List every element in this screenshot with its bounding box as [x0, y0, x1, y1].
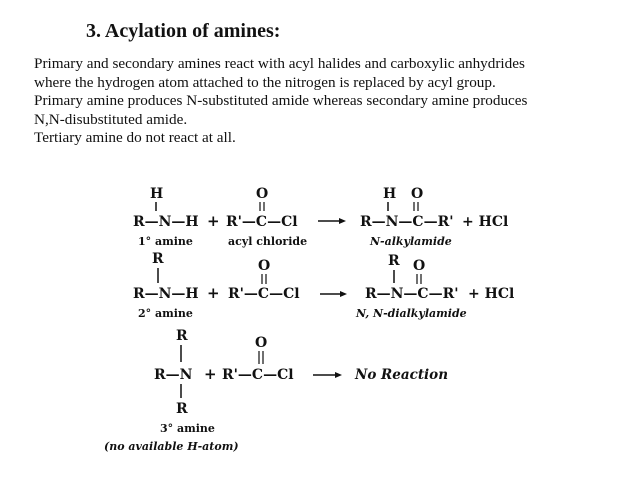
carbonyl-oxygen: O	[258, 258, 271, 274]
reactant-r-group: R	[152, 251, 164, 267]
reaction-2	[133, 251, 514, 320]
reaction-arrowhead	[339, 218, 346, 224]
paragraph-line: N,N-disubstituted amide.	[34, 110, 188, 128]
paragraph-line: Tertiary amine do not react at all.	[34, 129, 236, 147]
reactant-r-group-top: R	[176, 328, 188, 344]
reactant-h-atom: H	[150, 186, 164, 202]
reactant-label: 1° amine	[138, 235, 193, 248]
slide-title: 3. Acylation of amines:	[86, 20, 281, 42]
plus-sign: +	[204, 365, 217, 383]
paragraph-line: where the hydrogen atom attached to the nitrogen is replaced by acyl group.	[34, 73, 496, 91]
product-carbonyl-oxygen: O	[413, 258, 426, 274]
product-h-atom: H	[383, 186, 397, 202]
reaction-3	[104, 328, 448, 453]
carbonyl-oxygen: O	[256, 186, 269, 202]
reagent-formula: R'—C—Cl	[228, 286, 300, 302]
byproduct: + HCl	[468, 286, 515, 302]
product-label: N-alkylamide	[370, 235, 452, 248]
reactant-formula: R—N	[154, 367, 193, 383]
product-r-group: R	[388, 253, 400, 269]
product-carbonyl-oxygen: O	[411, 186, 424, 202]
reactant-formula: R—N—H	[133, 214, 199, 230]
no-reaction-label: No Reaction	[355, 367, 449, 383]
plus-sign: +	[207, 212, 220, 230]
reagent-formula: R'—C—Cl	[226, 214, 298, 230]
reactant-r-group-bottom: R	[176, 401, 188, 417]
product-formula: R—N—C—R'	[365, 286, 459, 302]
product-formula: R—N—C—R'	[360, 214, 454, 230]
paragraph-line: Primary amine produces N-substituted amide whereas secondary amine produces	[34, 92, 528, 110]
reactant-formula: R—N—H	[133, 286, 199, 302]
reactant-label: 2° amine	[138, 307, 193, 320]
reactant-label: 3° amine	[160, 422, 215, 435]
reaction-arrowhead	[335, 372, 342, 378]
reaction-1	[133, 186, 508, 248]
carbonyl-oxygen: O	[255, 335, 268, 351]
paragraph-line: Primary and secondary amines react with acyl halides and carboxylic anhydrides	[34, 55, 525, 72]
reagent-label: acyl chloride	[228, 235, 308, 248]
note-label: (no available H-atom)	[104, 440, 239, 453]
reaction-arrowhead	[340, 291, 347, 297]
plus-sign: +	[207, 284, 220, 302]
product-label: N, N-dialkylamide	[356, 307, 467, 320]
reagent-formula: R'—C—Cl	[222, 367, 294, 383]
byproduct: + HCl	[462, 214, 509, 230]
